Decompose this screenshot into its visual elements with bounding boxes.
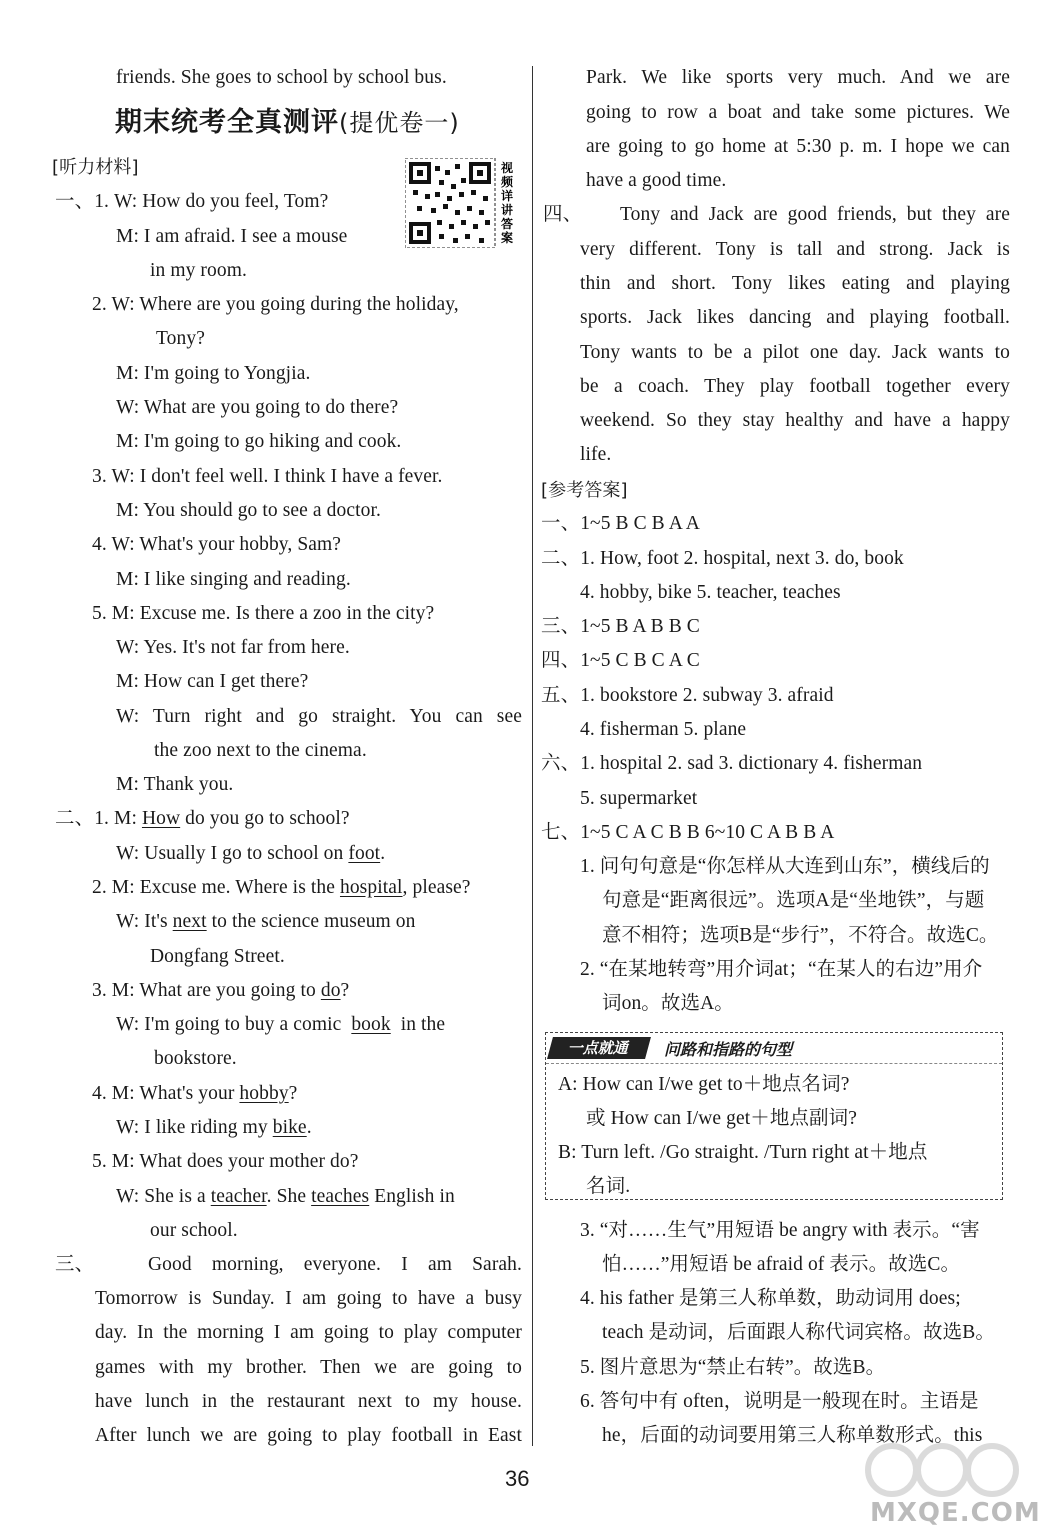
continued-line: friends. She goes to school by school bus. xyxy=(116,67,447,88)
passage-line: games with my brother. Then we are going to xyxy=(95,1357,522,1378)
underlined-answer: do xyxy=(320,980,341,1001)
line-text: 4. M: What's your xyxy=(92,1083,235,1104)
svg-text:频: 频 xyxy=(500,175,514,189)
listening-tag: [听力材料] xyxy=(52,157,139,178)
listening-line xyxy=(92,979,349,1003)
listening-line: M: I like singing and reading. xyxy=(116,569,351,590)
answer-line: 4. fisherman 5. plane xyxy=(580,719,747,740)
svg-text:讲: 讲 xyxy=(500,203,514,217)
tip-line: A: How can I/we get to＋地点名词? xyxy=(558,1074,850,1095)
underlined-answer: book xyxy=(351,1014,391,1035)
line-text: . She xyxy=(266,1186,307,1207)
listening-line: W: Yes. It's not far from here. xyxy=(116,637,350,658)
line-text: English in xyxy=(374,1186,455,1207)
passage-line: have a good time. xyxy=(586,170,727,191)
listening-line: 4. W: What's your hobby, Sam? xyxy=(92,534,342,555)
line-text: in the xyxy=(400,1014,446,1035)
explanation-line: 5. 图片意思为“禁止右转”。故选B。 xyxy=(580,1357,886,1378)
answer-line: 五、1. bookstore 2. subway 3. afraid xyxy=(541,685,834,706)
explanation-line: he，后面的动词要用第三人称单数形式。this xyxy=(602,1425,983,1446)
line-text: 3. M: What are you going to xyxy=(92,980,316,1001)
title-paren: (提优卷一) xyxy=(339,109,460,137)
tip-box xyxy=(545,1032,1003,1200)
tip-header xyxy=(546,1033,1002,1064)
answer-line: 一、1~5 B C B A A xyxy=(541,513,700,534)
passage-line: Tony wants to be a pilot one day. Jack wants to xyxy=(580,342,1010,363)
line-text: , please? xyxy=(402,877,471,898)
answer-line: 4. hobby, bike 5. teacher, teaches xyxy=(580,582,841,603)
line-text: W: She is a xyxy=(116,1186,206,1207)
underlined-answer: teaches xyxy=(311,1186,370,1207)
listening-line: M: I'm going to go hiking and cook. xyxy=(116,431,402,452)
listening-line: M: I'm going to Yongjia. xyxy=(116,363,311,384)
listening-line: M: You should go to see a doctor. xyxy=(116,500,381,521)
line-text: W: I'm going to buy a comic xyxy=(116,1014,342,1035)
listening-line xyxy=(55,807,350,831)
underlined-answer: next xyxy=(172,911,207,932)
listening-line: M: Thank you. xyxy=(116,774,234,795)
line-text: ? xyxy=(288,1083,298,1104)
listening-line: W: Turn right and go straight. You can see xyxy=(116,706,522,727)
explanation-line: 句意是“距离很远”。选项A是“坐地铁”，与题 xyxy=(602,890,985,911)
listening-line: 5. M: What does your mother do? xyxy=(92,1151,359,1172)
line-text: W: It's xyxy=(116,911,168,932)
passage-line: have lunch in the restaurant next to my house. xyxy=(95,1391,522,1412)
explanation-line: teach 是动词，后面跟人称代词宾格。故选B。 xyxy=(602,1322,995,1343)
underlined-answer: How xyxy=(141,808,181,829)
svg-text:答: 答 xyxy=(500,217,514,231)
passage-line: be a coach. They play football together every xyxy=(580,376,1010,397)
answer-line: 七、1~5 C A C B B 6~10 C A B B A xyxy=(541,822,835,843)
page-number: 36 xyxy=(505,1466,530,1491)
line-text: 2. M: Excuse me. Where is the xyxy=(92,877,335,898)
qr-code-icon[interactable] xyxy=(405,158,519,248)
line-text: ? xyxy=(340,980,350,1001)
passage-line: day. In the morning I am going to play computer xyxy=(95,1322,522,1343)
listening-line: bookstore. xyxy=(154,1048,237,1069)
answer-line: 二、1. How, foot 2. hospital, next 3. do, book xyxy=(541,548,904,569)
passage-line: life. xyxy=(580,444,612,465)
listening-line: in my room. xyxy=(150,260,247,281)
line-text: W: I like riding my xyxy=(116,1117,268,1138)
listening-line xyxy=(116,1116,312,1140)
answer-line: 六、1. hospital 2. sad 3. dictionary 4. fisherman xyxy=(541,753,923,774)
svg-text:详: 详 xyxy=(500,189,514,203)
tip-line: B: Turn left. /Go straight. /Turn right at＋地点 xyxy=(558,1142,928,1163)
listening-line: 2. W: Where are you going during the holiday, xyxy=(92,294,459,315)
svg-text:案: 案 xyxy=(500,231,514,245)
passage-line: weekend. So they stay healthy and have a happy xyxy=(580,410,1010,431)
listening-line xyxy=(116,1185,455,1209)
answer-line: 四、1~5 C B C A C xyxy=(541,650,700,671)
passage-line: thin and short. Tony likes eating and playing xyxy=(580,273,1010,294)
underlined-answer: bike xyxy=(272,1117,307,1138)
explanation-line: 1. 问句句意是“你怎样从大连到山东”，横线后的 xyxy=(580,856,990,877)
passage-line: After lunch we are going to play football in East xyxy=(95,1425,522,1446)
explanation-line: 3. “对……生气”用短语 be angry with 表示。“害 xyxy=(580,1220,980,1241)
listening-line: our school. xyxy=(150,1220,238,1241)
watermark-text: MXQE.COM xyxy=(870,1498,1041,1528)
page-title xyxy=(115,100,460,139)
answer-line: 5. supermarket xyxy=(580,788,698,809)
title-main: 期末统考全真测评 xyxy=(115,107,339,138)
listening-line: M: I am afraid. I see a mouse xyxy=(116,226,348,247)
line-text: W: Usually I go to school on xyxy=(116,843,344,864)
underlined-answer: hospital xyxy=(339,877,403,898)
passage-line: very different. Tony is tall and strong. Jack is xyxy=(580,239,1010,260)
explanation-line: 怕……”用短语 be afraid of 表示。故选C。 xyxy=(602,1254,961,1275)
column-divider xyxy=(532,66,533,1446)
line-text: 二、1. M: xyxy=(55,808,137,829)
answers-tag: [参考答案] xyxy=(541,480,628,501)
svg-text:视: 视 xyxy=(500,161,514,175)
listening-line xyxy=(116,1013,445,1037)
line-text: . xyxy=(306,1117,312,1138)
passage-line: sports. Jack likes dancing and playing football. xyxy=(580,307,1010,328)
listening-line xyxy=(116,842,385,866)
section-label: 四、 xyxy=(543,204,583,225)
passage-line: are going to go home at 5:30 p. m. I hope we can xyxy=(586,136,1010,157)
listening-line: M: How can I get there? xyxy=(116,671,309,692)
passage-line: going to row a boat and take some pictures. We xyxy=(586,102,1010,123)
listening-line: 一、1. W: How do you feel, Tom? xyxy=(55,191,329,212)
tip-badge: 一点就通 xyxy=(547,1037,651,1059)
passage-line: Tomorrow is Sunday. I am going to have a busy xyxy=(95,1288,522,1309)
underlined-answer: teacher xyxy=(210,1186,267,1207)
passage-line: Good morning, everyone. I am Sarah. xyxy=(148,1254,522,1275)
passage-line: Tony and Jack are good friends, but they are xyxy=(620,204,1010,225)
explanation-line: 意不相符；选项B是“步行”，不符合。故选C。 xyxy=(602,925,999,946)
listening-line xyxy=(92,1082,297,1106)
listening-line: Dongfang Street. xyxy=(150,946,285,967)
listening-line: Tony? xyxy=(156,328,205,349)
listening-line: 5. M: Excuse me. Is there a zoo in the city? xyxy=(92,603,435,624)
listening-line: W: What are you going to do there? xyxy=(116,397,399,418)
explanation-line: 6. 答句中有 often，说明是一般现在时。主语是 xyxy=(580,1391,979,1412)
listening-line xyxy=(116,910,416,934)
tip-line: 或 How can I/we get＋地点副词? xyxy=(586,1108,858,1129)
section-label: 三、 xyxy=(55,1254,95,1275)
tip-line: 名词. xyxy=(586,1176,631,1197)
underlined-answer: foot xyxy=(348,843,381,864)
underlined-answer: hobby xyxy=(239,1083,289,1104)
listening-line xyxy=(92,876,471,900)
passage-line: Park. We like sports very much. And we are xyxy=(586,67,1010,88)
listening-line: the zoo next to the cinema. xyxy=(154,740,367,761)
line-text: do you go to school? xyxy=(185,808,350,829)
listening-line: 3. W: I don't feel well. I think I have a fever. xyxy=(92,466,443,487)
explanation-line: 4. his father 是第三人称单数，助动词用 does; xyxy=(580,1288,961,1309)
tip-title: 问路和指路的句型 xyxy=(664,1040,793,1059)
explanation-line: 2. “在某地转弯”用介词at；“在某人的右边”用介 xyxy=(580,959,983,980)
line-text: . xyxy=(380,843,386,864)
explanation-line: 词on。故选A。 xyxy=(602,993,734,1014)
answer-line: 三、1~5 B A B B C xyxy=(541,616,700,637)
line-text: to the science museum on xyxy=(211,911,416,932)
